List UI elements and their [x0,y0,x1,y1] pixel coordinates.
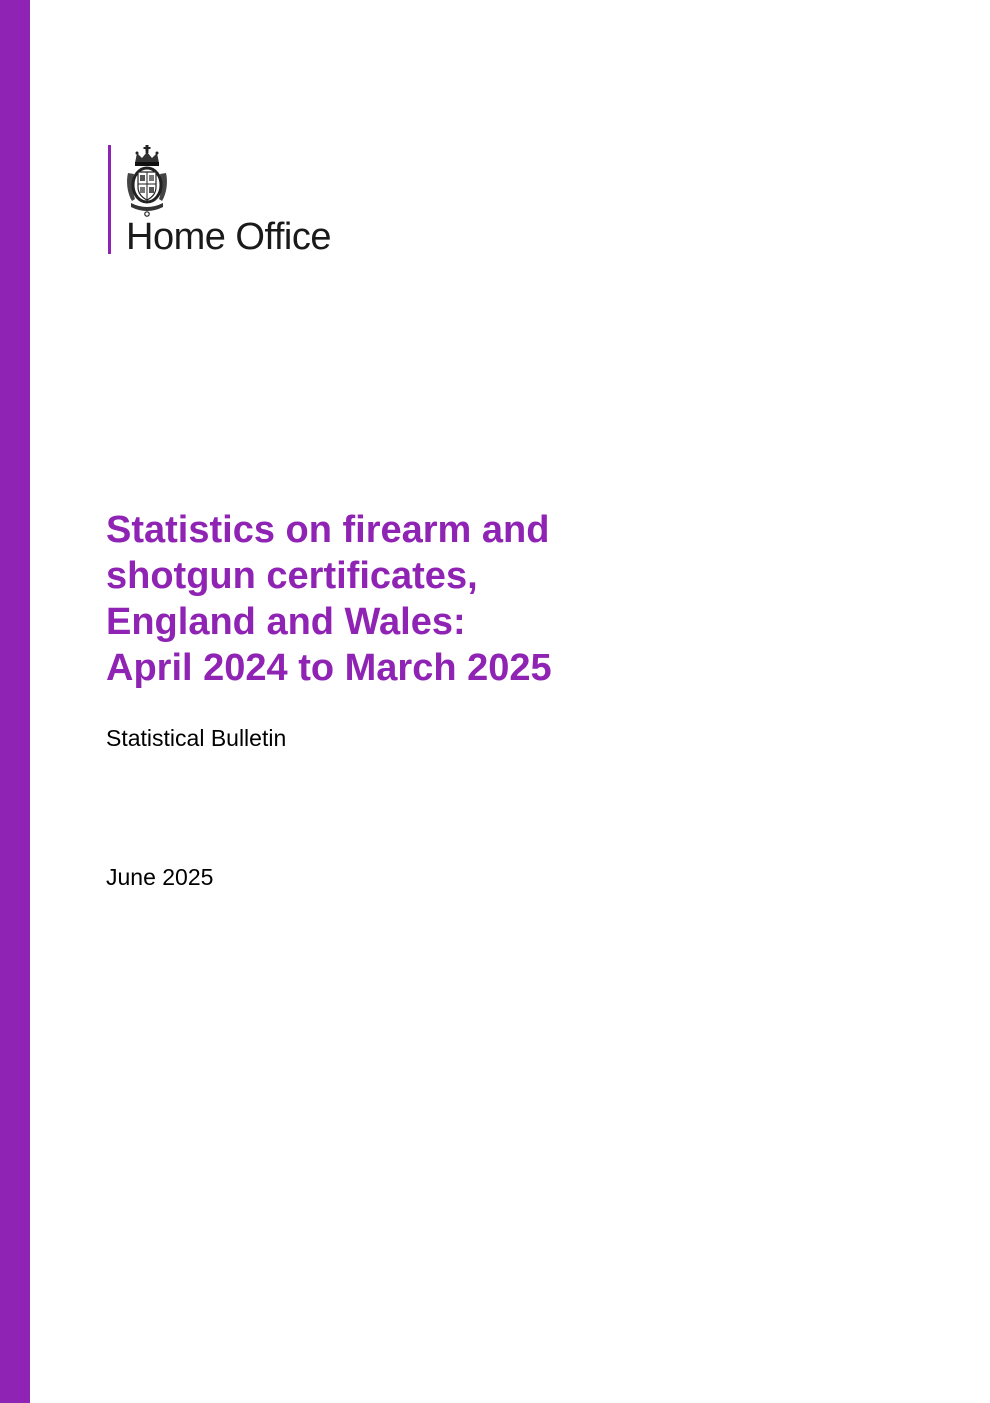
home-office-logo [108,145,368,258]
document-title [106,507,706,691]
royal-coat-of-arms-icon [125,145,169,217]
document-subtitle: Statistical Bulletin [106,725,287,751]
organisation-name: Home Office [126,216,331,258]
publication-date: June 2025 [106,864,214,890]
title-line: April 2024 to March 2025 [106,647,552,689]
title-line: England and Wales: [106,601,466,643]
title-line: Statistics on firearm and [106,509,550,551]
side-accent-bar [0,0,30,1403]
logo-divider [108,145,111,254]
title-line: shotgun certificates, [106,555,478,597]
